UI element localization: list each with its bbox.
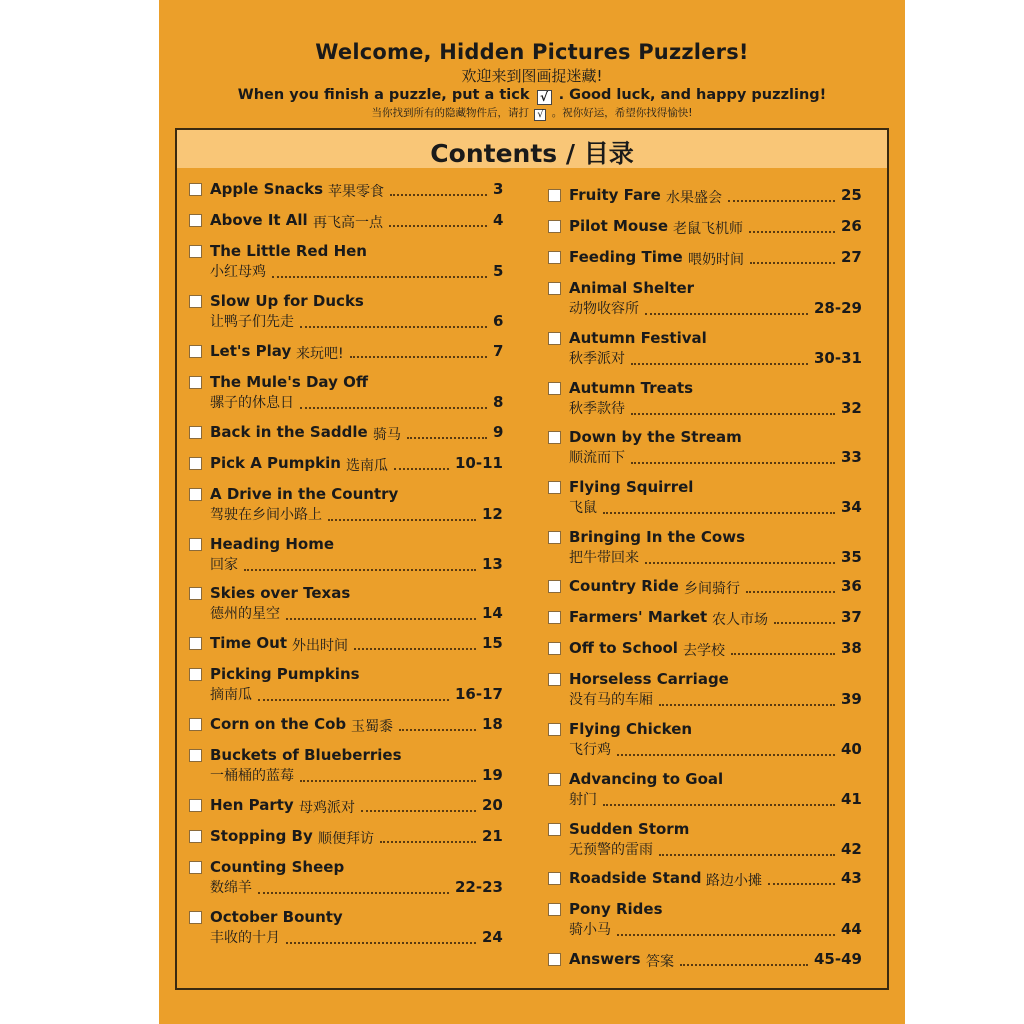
- entry-checkbox[interactable]: [548, 611, 561, 624]
- entry-title: Back in the Saddle: [210, 423, 368, 441]
- dot-leader: [631, 363, 808, 365]
- tick-box-icon: √: [537, 90, 552, 105]
- entry-checkbox[interactable]: [548, 723, 561, 736]
- toc-entry: [189, 243, 503, 283]
- entry-title: Skies over Texas: [210, 584, 351, 602]
- entry-checkbox[interactable]: [189, 668, 202, 681]
- entry-title: Time Out: [210, 634, 287, 652]
- entry-page-number: 26: [841, 217, 862, 235]
- dot-leader: [407, 437, 487, 439]
- toc-entry: [548, 671, 862, 711]
- toc-entry: [189, 859, 503, 899]
- entry-page-number: 41: [841, 790, 862, 808]
- toc-entry: [548, 771, 862, 811]
- entry-page-number: 45-49: [814, 950, 862, 968]
- entry-checkbox[interactable]: [189, 488, 202, 501]
- entry-page-number: 33: [841, 448, 862, 466]
- entry-checkbox[interactable]: [548, 642, 561, 655]
- toc-entry: [189, 343, 503, 363]
- entry-checkbox[interactable]: [189, 426, 202, 439]
- dot-leader: [728, 200, 835, 202]
- entry-chinese-title: 顺便拜访: [318, 831, 374, 847]
- dot-leader: [328, 519, 476, 521]
- entry-checkbox[interactable]: [548, 953, 561, 966]
- entry-title: Answers: [569, 950, 641, 968]
- dot-leader: [731, 653, 835, 655]
- entry-page-number: 14: [482, 604, 503, 622]
- entry-title: Bringing In the Cows: [569, 528, 745, 546]
- entry-checkbox[interactable]: [548, 531, 561, 544]
- entry-chinese-title: 答案: [646, 954, 674, 970]
- entry-chinese-title: 秋季款待: [569, 401, 625, 417]
- book-page: [159, 0, 905, 1024]
- entry-title: The Little Red Hen: [210, 242, 367, 260]
- entry-chinese-title: 去学校: [683, 643, 725, 659]
- toc-entry: [189, 293, 503, 333]
- entry-chinese-title: 外出时间: [292, 638, 348, 654]
- entry-title: Fruity Fare: [569, 186, 661, 204]
- entry-page-number: 4: [493, 211, 504, 229]
- toc-entry: [548, 870, 862, 890]
- toc-entry: [189, 536, 503, 576]
- entry-checkbox[interactable]: [548, 332, 561, 345]
- entry-chinese-title: 让鸭子们先走: [210, 314, 294, 330]
- entry-title: Horseless Carriage: [569, 670, 729, 688]
- page-title-chinese: 欢迎来到图画捉迷藏!: [461, 67, 603, 85]
- instruction-line: [159, 87, 905, 105]
- dot-leader: [768, 883, 835, 885]
- entry-page-number: 39: [841, 690, 862, 708]
- toc-entry: [548, 218, 862, 238]
- entry-title: Hen Party: [210, 796, 294, 814]
- dot-leader: [746, 591, 835, 593]
- entry-checkbox[interactable]: [189, 911, 202, 924]
- entry-chinese-title: 来玩吧!: [296, 346, 344, 362]
- entry-page-number: 5: [493, 262, 504, 280]
- entry-chinese-title: 驾驶在乡间小路上: [210, 507, 322, 523]
- toc-entry: [189, 455, 503, 475]
- page-title: Welcome, Hidden Pictures Puzzlers!: [315, 40, 749, 64]
- entry-checkbox[interactable]: [189, 376, 202, 389]
- toc-entry: [189, 374, 503, 414]
- entry-page-number: 28-29: [814, 299, 862, 317]
- entry-title: Autumn Festival: [569, 329, 707, 347]
- toc-entry: [548, 249, 862, 269]
- entry-checkbox[interactable]: [189, 637, 202, 650]
- entry-chinese-title: 摘南瓜: [210, 687, 252, 703]
- contents-title: Contents / 目录: [430, 139, 634, 168]
- instruction-cn-before: 当你找到所有的隐藏物件后，请打: [371, 107, 530, 119]
- entry-title: Slow Up for Ducks: [210, 292, 364, 310]
- dot-leader: [603, 512, 835, 514]
- entry-checkbox[interactable]: [548, 481, 561, 494]
- entry-checkbox[interactable]: [548, 823, 561, 836]
- toc-entry: [189, 585, 503, 625]
- dot-leader: [603, 804, 835, 806]
- entry-page-number: 8: [493, 393, 504, 411]
- entry-checkbox[interactable]: [189, 830, 202, 843]
- dot-leader: [258, 892, 449, 894]
- entry-title: October Bounty: [210, 908, 343, 926]
- entry-page-number: 19: [482, 766, 503, 784]
- toc-entry: [548, 640, 862, 660]
- entry-chinese-title: 无预警的雷雨: [569, 842, 653, 858]
- toc-entry: [548, 529, 862, 569]
- toc-entry: [548, 821, 862, 861]
- dot-leader: [350, 356, 487, 358]
- entry-chinese-title: 路边小摊: [706, 873, 762, 889]
- dot-leader: [631, 413, 835, 415]
- entry-checkbox[interactable]: [189, 345, 202, 358]
- entry-checkbox[interactable]: [548, 220, 561, 233]
- entry-chinese-title: 老鼠飞机师: [673, 221, 743, 237]
- toc-entry: [548, 380, 862, 420]
- entry-page-number: 21: [482, 827, 503, 845]
- entry-page-number: 12: [482, 505, 503, 523]
- entry-page-number: 44: [841, 920, 862, 938]
- tick-box-icon: √: [534, 109, 546, 121]
- entry-title: Off to School: [569, 639, 678, 657]
- entry-checkbox[interactable]: [548, 282, 561, 295]
- dot-leader: [680, 964, 808, 966]
- dot-leader: [258, 699, 449, 701]
- entry-page-number: 34: [841, 498, 862, 516]
- entry-chinese-title: 骡子的休息日: [210, 395, 294, 411]
- entry-checkbox[interactable]: [189, 718, 202, 731]
- toc-entry: [548, 330, 862, 370]
- entry-checkbox[interactable]: [548, 431, 561, 444]
- entry-title: Sudden Storm: [569, 820, 690, 838]
- toc-entry: [548, 429, 862, 469]
- entry-chinese-title: 水果盛会: [666, 190, 722, 206]
- dot-leader: [645, 562, 835, 564]
- toc-entry: [189, 666, 503, 706]
- entry-checkbox[interactable]: [548, 251, 561, 264]
- instruction-text-after: . Good luck, and happy puzzling!: [558, 87, 827, 103]
- entry-page-number: 22-23: [455, 878, 503, 896]
- entry-checkbox[interactable]: [548, 773, 561, 786]
- toc-entry: [548, 609, 862, 629]
- toc-entry: [189, 181, 503, 201]
- entry-title: Pick A Pumpkin: [210, 454, 341, 472]
- toc-entry: [189, 486, 503, 526]
- entry-title: Counting Sheep: [210, 858, 345, 876]
- entry-chinese-title: 丰收的十月: [210, 930, 280, 946]
- entry-page-number: 7: [493, 342, 504, 360]
- entry-page-number: 37: [841, 608, 862, 626]
- toc-entry: [189, 212, 503, 232]
- contents-box: [175, 128, 889, 990]
- entry-checkbox[interactable]: [189, 183, 202, 196]
- dot-leader: [659, 704, 835, 706]
- entry-title: Farmers' Market: [569, 608, 708, 626]
- entry-page-number: 3: [493, 180, 504, 198]
- entry-page-number: 13: [482, 555, 503, 573]
- instruction-text-before: When you finish a puzzle, put a tick: [237, 87, 530, 103]
- entry-chinese-title: 射门: [569, 792, 597, 808]
- dot-leader: [380, 841, 476, 843]
- entry-chinese-title: 顺流而下: [569, 450, 625, 466]
- entry-chinese-title: 秋季派对: [569, 351, 625, 367]
- entry-page-number: 25: [841, 186, 862, 204]
- entry-checkbox[interactable]: [548, 872, 561, 885]
- dot-leader: [361, 810, 476, 812]
- entry-chinese-title: 回家: [210, 557, 238, 573]
- toc-entry: [189, 424, 503, 444]
- toc-entry: [548, 951, 862, 971]
- entry-checkbox[interactable]: [189, 587, 202, 600]
- entry-title: Autumn Treats: [569, 379, 694, 397]
- dot-leader: [749, 231, 835, 233]
- dot-leader: [300, 780, 476, 782]
- entry-checkbox[interactable]: [189, 799, 202, 812]
- entry-chinese-title: 乡间骑行: [684, 581, 740, 597]
- entry-page-number: 27: [841, 248, 862, 266]
- entry-chinese-title: 选南瓜: [346, 458, 388, 474]
- dot-leader: [774, 622, 835, 624]
- entry-title: Picking Pumpkins: [210, 665, 360, 683]
- toc-entry: [548, 901, 862, 941]
- toc-entry: [189, 797, 503, 817]
- entry-chinese-title: 母鸡派对: [299, 800, 355, 816]
- entry-page-number: 35: [841, 548, 862, 566]
- entry-title: A Drive in the Country: [210, 485, 399, 503]
- entry-title: Heading Home: [210, 535, 335, 553]
- entry-title: Animal Shelter: [569, 279, 695, 297]
- entry-checkbox[interactable]: [548, 580, 561, 593]
- entry-title: Stopping By: [210, 827, 313, 845]
- entry-title: Feeding Time: [569, 248, 683, 266]
- entry-chinese-title: 苹果零食: [328, 184, 384, 200]
- entry-page-number: 36: [841, 577, 862, 595]
- entry-checkbox[interactable]: [548, 382, 561, 395]
- entry-title: Flying Squirrel: [569, 478, 694, 496]
- dot-leader: [389, 225, 487, 227]
- entry-title: Roadside Stand: [569, 869, 702, 887]
- entry-chinese-title: 喂奶时间: [688, 252, 744, 268]
- entry-page-number: 42: [841, 840, 862, 858]
- entry-chinese-title: 数绵羊: [210, 880, 252, 896]
- dot-leader: [286, 618, 476, 620]
- entry-chinese-title: 飞鼠: [569, 500, 597, 516]
- entry-page-number: 10-11: [455, 454, 503, 472]
- entry-page-number: 38: [841, 639, 862, 657]
- entry-chinese-title: 农人市场: [712, 612, 768, 628]
- dot-leader: [390, 194, 487, 196]
- toc-entry: [189, 828, 503, 848]
- entry-checkbox[interactable]: [189, 538, 202, 551]
- entry-checkbox[interactable]: [189, 861, 202, 874]
- toc-entry: [189, 635, 503, 655]
- dot-leader: [300, 326, 487, 328]
- entry-title: Buckets of Blueberries: [210, 746, 402, 764]
- entry-page-number: 30-31: [814, 349, 862, 367]
- toc-entry: [548, 280, 862, 320]
- entry-title: Apple Snacks: [210, 180, 324, 198]
- entry-chinese-title: 一桶桶的蓝莓: [210, 768, 294, 784]
- dot-leader: [354, 648, 476, 650]
- entry-page-number: 24: [482, 928, 503, 946]
- entry-page-number: 15: [482, 634, 503, 652]
- entry-chinese-title: 把牛带回来: [569, 550, 639, 566]
- entry-title: Let's Play: [210, 342, 292, 360]
- entry-chinese-title: 玉蜀黍: [351, 719, 393, 735]
- entry-page-number: 16-17: [455, 685, 503, 703]
- entry-title: Corn on the Cob: [210, 715, 347, 733]
- entry-checkbox[interactable]: [189, 749, 202, 762]
- entry-title: Above It All: [210, 211, 308, 229]
- entry-chinese-title: 小红母鸡: [210, 264, 266, 280]
- dot-leader: [659, 854, 835, 856]
- dot-leader: [300, 407, 487, 409]
- toc-entry: [548, 187, 862, 207]
- entry-chinese-title: 骑小马: [569, 922, 611, 938]
- entry-title: Flying Chicken: [569, 720, 693, 738]
- entry-title: Down by the Stream: [569, 428, 742, 446]
- entry-page-number: 43: [841, 869, 862, 887]
- entry-chinese-title: 飞行鸡: [569, 742, 611, 758]
- entry-page-number: 40: [841, 740, 862, 758]
- entry-page-number: 20: [482, 796, 503, 814]
- dot-leader: [394, 468, 449, 470]
- dot-leader: [399, 729, 476, 731]
- entry-checkbox[interactable]: [548, 673, 561, 686]
- dot-leader: [631, 462, 835, 464]
- toc-entry: [189, 716, 503, 736]
- entry-chinese-title: 再飞高一点: [313, 215, 383, 231]
- entry-chinese-title: 动物收容所: [569, 301, 639, 317]
- entry-checkbox[interactable]: [189, 295, 202, 308]
- entry-page-number: 9: [493, 423, 504, 441]
- entry-checkbox[interactable]: [548, 903, 561, 916]
- instruction-cn-after: 。祝你好运，希望你找得愉快!: [551, 107, 693, 119]
- entry-chinese-title: 没有马的车厢: [569, 692, 653, 708]
- entry-chinese-title: 骑马: [373, 427, 401, 443]
- dot-leader: [617, 934, 835, 936]
- dot-leader: [244, 569, 476, 571]
- dot-leader: [645, 313, 808, 315]
- entry-title: The Mule's Day Off: [210, 373, 368, 391]
- toc-entry: [189, 747, 503, 787]
- dot-leader: [617, 754, 835, 756]
- entry-page-number: 18: [482, 715, 503, 733]
- entry-checkbox[interactable]: [548, 189, 561, 202]
- entry-page-number: 32: [841, 399, 862, 417]
- dot-leader: [750, 262, 835, 264]
- entry-page-number: 6: [493, 312, 504, 330]
- entry-title: Advancing to Goal: [569, 770, 724, 788]
- entry-checkbox[interactable]: [189, 245, 202, 258]
- toc-entry: [548, 721, 862, 761]
- entry-checkbox[interactable]: [189, 214, 202, 227]
- toc-entry: [548, 479, 862, 519]
- dot-leader: [272, 276, 487, 278]
- entry-title: Pilot Mouse: [569, 217, 668, 235]
- toc-entry: [548, 578, 862, 598]
- entry-chinese-title: 德州的星空: [210, 606, 280, 622]
- dot-leader: [286, 942, 476, 944]
- instruction-line-chinese: [159, 105, 905, 121]
- entry-title: Country Ride: [569, 577, 679, 595]
- toc-entry: [189, 909, 503, 949]
- entry-checkbox[interactable]: [189, 457, 202, 470]
- entry-title: Pony Rides: [569, 900, 663, 918]
